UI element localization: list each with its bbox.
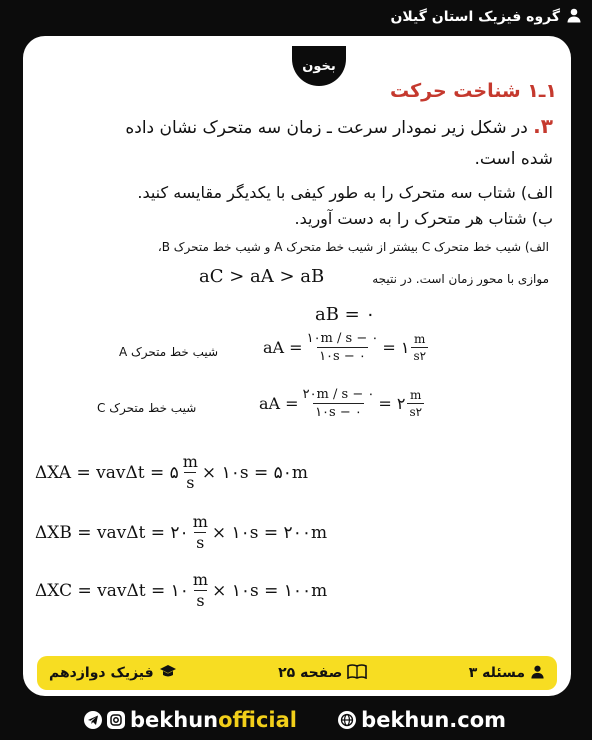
dxB-fraction [191,514,210,551]
instagram-icon[interactable] [107,711,125,729]
equation-dxB [35,514,327,551]
graduation-cap-icon [159,664,177,683]
answer-line-1: الف) شیب خط متحرک C بیشتر از شیب خط متحرک A و شیب خط متحرک B، [157,240,549,254]
acceleration-comparison: aC > aA > aB [199,266,325,287]
equation-dxC [35,572,327,609]
footer-problem-label: مسئله ۳ [468,665,525,681]
aA-unit [411,333,428,362]
user-icon [566,7,582,27]
handle-accent: official [218,708,297,732]
dxA-right: × ۱۰s = ۵۰m [201,462,308,483]
social-handle[interactable] [84,708,297,732]
question-part-a: الف) شتاب سه متحرک را به طور کیفی با یکدیگر مقایسه کنید. [137,183,553,202]
equation-aA [263,332,430,363]
globe-icon[interactable] [338,711,356,729]
dxB-num: m [192,512,208,531]
user-icon [530,664,545,683]
dxC-num: m [192,570,209,589]
aA-unit-num: m [414,332,426,346]
aC-result: = ۲ [378,394,406,413]
aC-unit-den: s۲ [409,405,423,419]
dxB-right: × ۱۰s = ۲۰۰m [211,522,328,543]
aA-numerator: ۱۰m / s − ۰ [306,331,379,346]
dxC-left: ΔXC = vavΔt = ۱۰ [35,580,189,601]
dxB-left: ΔXB = vavΔt = ۲۰ [35,522,189,543]
logo-text: بخون [302,58,336,74]
top-bar [0,0,592,34]
aC-numerator: ۲۰m / s − ۰ [302,387,375,402]
site-url: bekhun.com [361,708,506,732]
logo [292,46,346,86]
question-number: ۳. [533,114,553,138]
aA-result: = ۱ [382,338,410,357]
question-text-1: در شکل زیر نمودار سرعت ـ زمان سه متحرک نشان داده [125,118,528,138]
question-line-2: شده است. [474,149,553,169]
label-slope-A: شیب خط متحرک A [119,345,219,359]
dxA-fraction [181,454,200,491]
dxB-den: s [196,533,205,552]
dxC-fraction [191,572,210,609]
equation-aB: aB = ۰ [315,304,376,325]
header-title: گروه فیزیک استان گیلان [390,9,560,25]
social-site[interactable] [338,708,506,732]
dxC-den: s [196,591,205,610]
equation-aC [259,388,426,419]
content-card [23,36,571,696]
dxA-left: ΔXA = vavΔt = ۵ [35,462,179,483]
footer-page-label: صفحه ۲۵ [278,665,343,681]
aC-left: aA = [259,394,299,413]
aA-left: aA = [263,338,303,357]
aA-fraction [305,332,381,363]
section-title: ۱ـ۱ شناخت حرکت [389,80,557,102]
dxA-num: m [182,452,198,471]
dxC-right: × ۱۰s = ۱۰۰m [212,580,328,601]
dxA-den: s [186,473,195,492]
footer-page [278,664,367,683]
book-open-icon [347,664,367,683]
telegram-icon[interactable] [84,711,102,729]
question-part-b: ب) شتاب هر متحرک را به دست آورید. [294,209,553,228]
aC-unit-num: m [410,388,422,402]
aC-unit [407,389,424,418]
footer-bar [37,656,557,690]
answer-line-2: موازی با محور زمان است. در نتیجه [372,272,549,286]
aA-denominator: ۱۰s − ۰ [319,349,366,364]
label-slope-C: شیب خط متحرک C [97,401,197,415]
handle-prefix: bekhun [130,708,219,732]
footer-book-label: فیزیک دوازدهم [49,665,154,681]
equation-dxA [35,454,308,491]
footer-problem [469,664,545,683]
aA-unit-den: s۲ [413,349,427,363]
question-line-1 [125,114,553,138]
bottom-bar [0,700,592,740]
footer-book [49,664,177,683]
aC-denominator: ۱۰s − ۰ [315,405,362,420]
aC-fraction [301,388,377,419]
